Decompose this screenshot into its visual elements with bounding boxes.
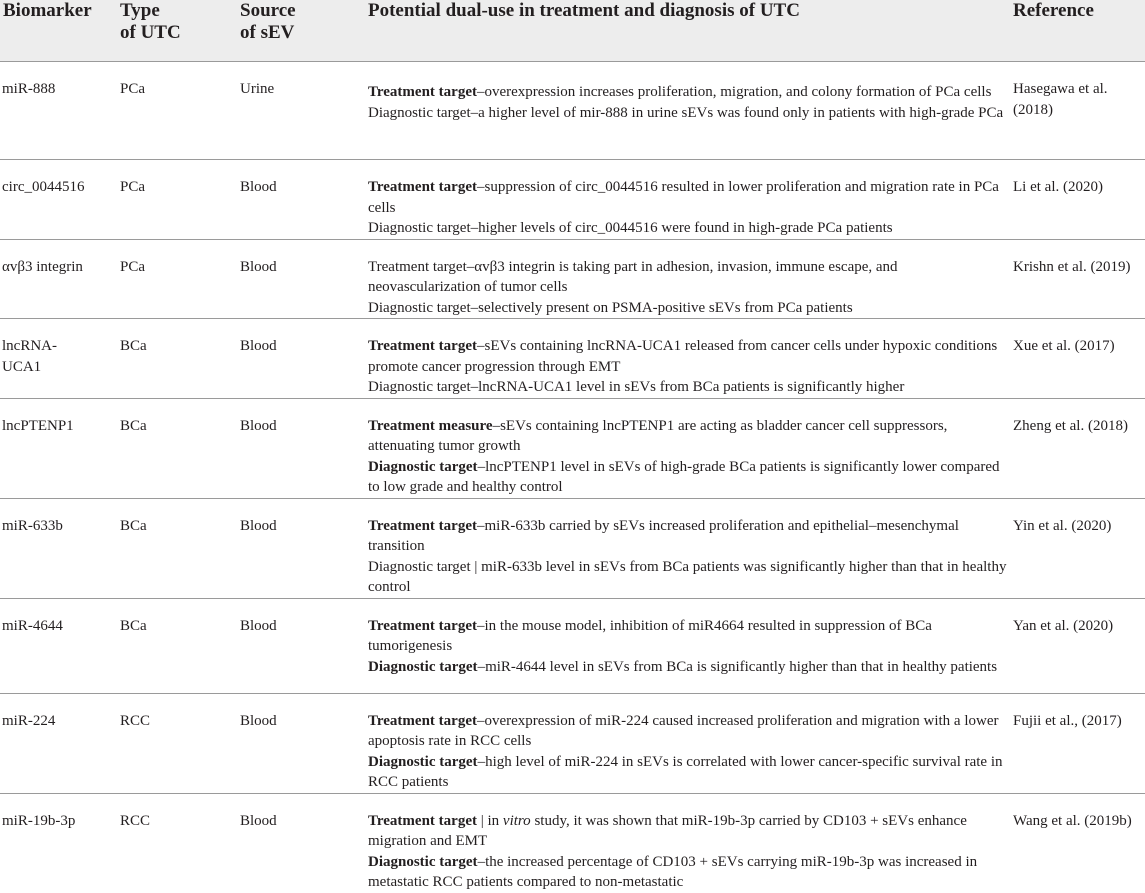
cell-biomarker: miR-19b-3p [2,812,76,829]
table-row [0,62,1145,160]
cell-biomarker: lncRNA- UCA1 [0,319,120,399]
cell-biomarker: lncPTENP1 [0,398,120,498]
cell-biomarker: αvβ3 integrin [0,239,120,319]
header-potential: Potential dual-use in treatment and diagnosis of UTC [368,0,1013,62]
table-row [0,160,1145,240]
cell-reference: Yin et al. (2020) [1013,498,1145,598]
cell-potential: Treatment measure–sEVs containing lncPTENP1 are acting as bladder cancer cell suppressors, attenuating tumor growth Diagnostic target–lncPTENP1 level in sEVs of high-grade BCa patients is significantly lower compared to low grade and healthy control [368,398,1013,498]
cell-reference: Li et al. (2020) [1013,160,1145,240]
cell-type: BCa [120,598,240,693]
table-row [0,319,1145,399]
cell-source: Blood [240,598,368,693]
cell-type: RCC [120,812,151,829]
cell-reference: Xue et al. (2017) [1013,319,1145,399]
cell-potential: Treatment target–αvβ3 integrin is taking part in adhesion, invasion, immune escape, and neovascularization of tumor cells Diagnostic target–selectively present on PSMA-positive sEVs from PCa patients [368,239,1013,319]
cell-reference: Hasegawa et al. (2018) [1013,62,1145,160]
table-row [0,398,1145,498]
cell-type: PCa [120,160,240,240]
header-biomarker: Biomarker [0,0,120,62]
cell-potential: Treatment target–overexpression increases proliferation, migration, and colony formation of PCa cells Diagnostic target–a higher level of mir-888 in urine sEVs was found only in patients with high-grade PCa [368,62,1013,160]
cell-potential: Treatment target | in vitro study, it was shown that miR-19b-3p carried by CD103 + sEVs enhance migration and EMT Diagnostic target–the increased percentage of CD103 + sEVs carrying miR-19b-3p was increased in metastatic RCC patients compared to non-metastatic [368,812,978,890]
header-reference: Reference [1013,0,1145,62]
cell-source: Blood [240,239,368,319]
cell-type: BCa [120,319,240,399]
cell-potential: Treatment target–overexpression of miR-224 caused increased proliferation and migration with a lower apoptosis rate in RCC cells Diagnostic target–high level of miR-224 in sEVs is correlated with lower cancer-specific survival rate in RCC patients [368,693,1013,793]
cell-potential: Treatment target–suppression of circ_0044516 resulted in lower proliferation and migration rate in PCa cells Diagnostic target–higher levels of circ_0044516 were found in high-grade PCa patients [368,160,1013,240]
cell-reference: Zheng et al. (2018) [1013,398,1145,498]
cell-biomarker: miR-4644 [0,598,120,693]
cell-type: BCa [120,498,240,598]
cell-reference: Yan et al. (2020) [1013,598,1145,693]
cell-potential: Treatment target–in the mouse model, inhibition of miR4664 resulted in suppression of BCa tumorigenesis Diagnostic target–miR-4644 level in sEVs from BCa is significantly higher than that in healthy patients [368,598,1013,693]
cell-type: BCa [120,398,240,498]
cell-potential: Treatment target–sEVs containing lncRNA-UCA1 released from cancer cells under hypoxic conditions promote cancer progression through EMT Diagnostic target–lncRNA-UCA1 level in sEVs from BCa patients is significantly higher [368,319,1013,399]
cell-reference: Fujii et al., (2017) [1013,693,1145,793]
cell-biomarker: miR-633b [0,498,120,598]
table-row [0,598,1145,693]
header-type: Type of UTC [120,0,240,62]
table-row [0,793,1145,893]
cell-reference: Wang et al. (2019b) [1013,812,1132,829]
cell-type: PCa [120,62,240,160]
cell-source: Blood [240,812,277,829]
cell-biomarker: miR-224 [0,693,120,793]
header-source: Source of sEV [240,0,368,62]
cell-source: Blood [240,693,368,793]
cell-type: PCa [120,239,240,319]
cell-type: RCC [120,693,240,793]
cell-biomarker: miR-888 [0,62,120,160]
table-row [0,693,1145,793]
table-row [0,498,1145,598]
cell-source: Blood [240,498,368,598]
cell-source: Blood [240,398,368,498]
table-row [0,239,1145,319]
cell-reference: Krishn et al. (2019) [1013,239,1145,319]
cell-source: Blood [240,319,368,399]
cell-potential: Treatment target–miR-633b carried by sEVs increased proliferation and epithelial–mesenchymal transition Diagnostic target | miR-633b level in sEVs from BCa patients was significantly higher than that in healthy control [368,498,1013,598]
cell-source: Urine [240,62,368,160]
table-header [0,0,1145,62]
cell-biomarker: circ_0044516 [0,160,120,240]
cell-source: Blood [240,160,368,240]
